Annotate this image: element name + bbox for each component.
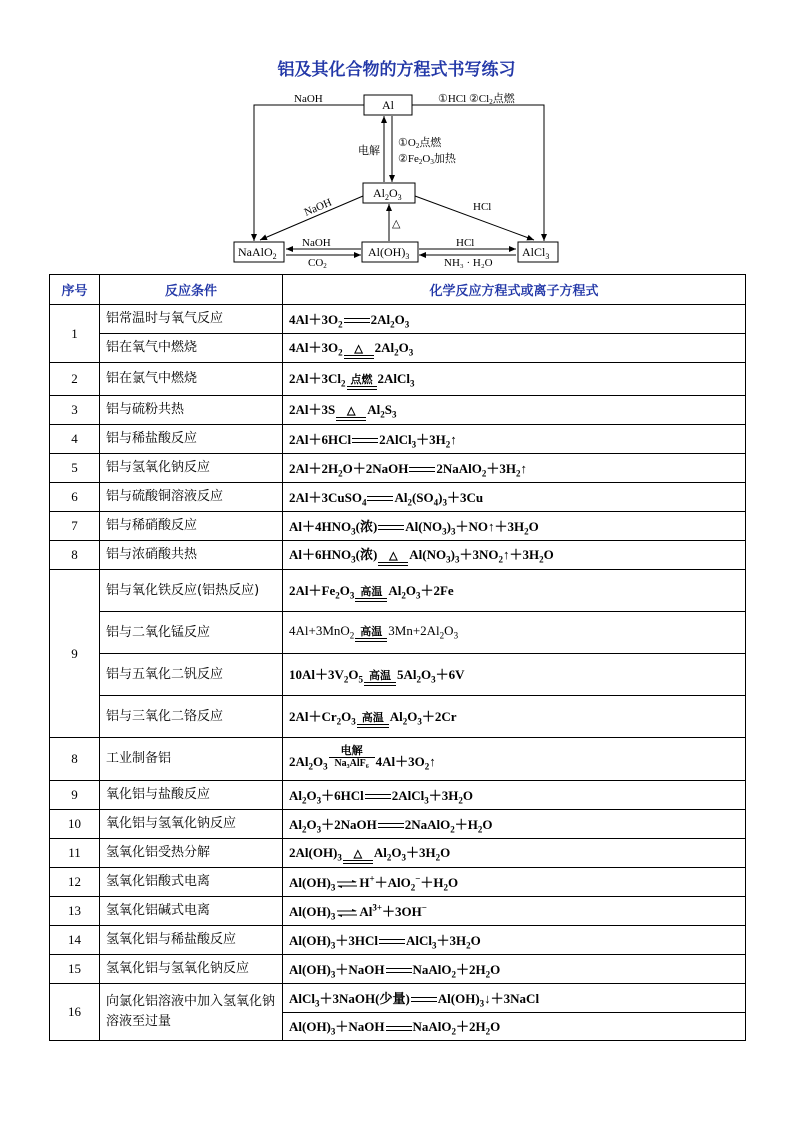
row-equation: $Al+4HNO_3$(浓) $Al(NO_3)_3+NO↑+3H_2O$: [283, 512, 746, 541]
table-row: [50, 984, 746, 1013]
table-row: [50, 738, 746, 781]
table-row: [50, 612, 746, 654]
row-num: 10: [50, 810, 100, 839]
table-row: [50, 396, 746, 425]
svg-text:HCl: HCl: [456, 237, 475, 249]
table-row: [50, 570, 746, 612]
table-row: [50, 454, 746, 483]
row-num: 9: [50, 781, 100, 810]
row-equation: $2Al_2O_3$ 电解 Na₃AlF₆ $4Al+3O_2↑$: [283, 738, 746, 781]
table-row: [50, 897, 746, 926]
row-equation: $2Al+3Cl_2$ 点燃 2AlCl$_3$: [283, 363, 746, 396]
row-equation: 2Al＋3S △ $Al_2S_3$: [283, 396, 746, 425]
table-row: [50, 868, 746, 897]
row-equation: $2Al(OH)_3$ △ $Al_2O_3+3H_2O$: [283, 839, 746, 868]
node-alcl3: [518, 242, 558, 262]
svg-text:Al(OH)3: $Al(OH)_3$: [368, 245, 410, 261]
row-condition: 氢氧化铝酸式电离: [100, 868, 283, 897]
row-equation: $Al+6HNO_3$(浓) △ $Al(NO_3)_3+3NO_2↑+3H_2O$: [283, 541, 746, 570]
table-row: [50, 810, 746, 839]
row-condition: 氧化铝与盐酸反应: [100, 781, 283, 810]
row-num: 5: [50, 454, 100, 483]
node-aloh3: [362, 242, 418, 262]
table-row: [50, 955, 746, 984]
row-equation: $Al_2O_3+2NaOH$ $2NaAlO_2+H_2O$: [283, 810, 746, 839]
row-num: 2: [50, 363, 100, 396]
row-condition: 铝与氢氧化钠反应: [100, 454, 283, 483]
row-equation: $2Al+2H_2O+2NaOH$ $2NaAlO_2+3H_2↑$: [283, 454, 746, 483]
node-al2o3: [363, 183, 415, 203]
row-equation: $10Al+3V_2O_5$ 高温 $5Al_2O_3+6V$: [283, 654, 746, 696]
reversible-arrow-icon: [336, 880, 358, 888]
table-row: [50, 654, 746, 696]
table-row: [50, 483, 746, 512]
row-condition: 铝与五氧化二钒反应: [100, 654, 283, 696]
row-equation: $4Al+3O_2$ △ $2Al_2O_3$: [283, 334, 746, 363]
row-equation: $Al(OH)_3+NaOH$ $NaAlO_2+2H_2O$: [283, 1013, 746, 1041]
row-condition: 氢氧化铝与氢氧化钠反应: [100, 955, 283, 984]
row-condition: 铝与浓硝酸共热: [100, 541, 283, 570]
row-condition: 铝常温时与氧气反应: [100, 305, 283, 334]
row-equation: $Al(OH)_3$ $H^++AlO_2^-+H_2O$: [283, 868, 746, 897]
header-equation: 化学反应方程式或离子方程式: [283, 275, 746, 305]
node-al2o3-text: $Al_2O_3$: [373, 186, 402, 202]
table-header-row: [50, 275, 746, 305]
row-num: 8: [50, 738, 100, 781]
row-condition: 铝与三氧化二铬反应: [100, 696, 283, 738]
table-row: [50, 305, 746, 334]
row-condition: 工业制备铝: [100, 738, 283, 781]
row-num: 14: [50, 926, 100, 955]
row-equation: 4Al+3MnO$_2$ 高温 $3Mn+2Al_2O_3$: [283, 612, 746, 654]
row-num: 16: [50, 984, 100, 1041]
table-row: [50, 696, 746, 738]
row-equation: $Al(OH)_3$ $Al^{3+}+3OH^-$: [283, 897, 746, 926]
row-equation: AlCl$_3$＋3NaOH(少量) $Al(OH)_3↓+3NaCl$: [283, 984, 746, 1013]
svg-text:NaAlO2: NaAlO$_2$: [238, 245, 277, 261]
svg-text:NaOH: NaOH: [294, 93, 323, 105]
row-condition: 氧化铝与氢氧化钠反应: [100, 810, 283, 839]
svg-text:NaOH: NaOH: [302, 237, 331, 249]
row-num: 15: [50, 955, 100, 984]
svg-text:①O2点燃: ①O2点燃: [398, 137, 442, 150]
row-equation: 2Al＋6HCl $2AlCl_3+3H_2↑$: [283, 425, 746, 454]
reversible-arrow-icon: [336, 909, 358, 917]
row-num: 3: [50, 396, 100, 425]
svg-text:电解: 电解: [358, 145, 380, 157]
node-naalo2: [234, 242, 284, 262]
svg-text:Al: Al: [382, 98, 394, 112]
conversion-diagram: [226, 88, 566, 268]
table-row: [50, 512, 746, 541]
svg-text:CO2: CO2: [308, 257, 327, 268]
row-condition: 氢氧化铝碱式电离: [100, 897, 283, 926]
row-num: 12: [50, 868, 100, 897]
svg-text:△: △: [392, 218, 401, 230]
svg-text:NaOH: NaOH: [302, 196, 334, 219]
table-row: [50, 363, 746, 396]
header-num: 序号: [50, 275, 100, 305]
row-equation: $Al_2O_3+6HCl$ $2AlCl_3+3H_2O$: [283, 781, 746, 810]
header-condition: 反应条件: [100, 275, 283, 305]
row-num: 4: [50, 425, 100, 454]
row-condition: 氢氧化铝与稀盐酸反应: [100, 926, 283, 955]
svg-text:NH₃ · H₂O: NH₃ · H₂O: [444, 257, 493, 268]
row-condition: 铝与稀盐酸反应: [100, 425, 283, 454]
row-condition: 铝在氯气中燃烧: [100, 363, 283, 396]
table-row: [50, 425, 746, 454]
svg-text:①HCl ②Cl2点燃: ①HCl ②Cl2点燃: [438, 93, 515, 106]
row-num: 1: [50, 305, 100, 363]
svg-text:AlCl3: AlCl$_3$: [522, 245, 550, 261]
row-condition: 铝与硫酸铜溶液反应: [100, 483, 283, 512]
row-equation: $Al(OH)_3+3HCl$ $AlCl_3+3H_2O$: [283, 926, 746, 955]
svg-text:HCl: HCl: [473, 201, 492, 213]
row-condition: 氢氧化铝受热分解: [100, 839, 283, 868]
row-condition: 铝在氧气中燃烧: [100, 334, 283, 363]
row-num: 7: [50, 512, 100, 541]
table-row: [50, 839, 746, 868]
row-equation: $Al(OH)_3+NaOH$ $NaAlO_2+2H_2O$: [283, 955, 746, 984]
row-equation: $2Al+Fe_2O_3$ 高温 $Al_2O_3+2Fe$: [283, 570, 746, 612]
row-condition: 铝与二氧化锰反应: [100, 612, 283, 654]
row-num: 9: [50, 570, 100, 738]
table-row: [50, 781, 746, 810]
row-num: 6: [50, 483, 100, 512]
row-num: 8: [50, 541, 100, 570]
row-condition: 铝与硫粉共热: [100, 396, 283, 425]
table-row: [50, 541, 746, 570]
page-title: 铝及其化合物的方程式书写练习: [277, 60, 516, 80]
table-row: [50, 926, 746, 955]
row-condition: 向氯化铝溶液中加入氢氧化钠溶液至过量: [100, 984, 283, 1041]
row-equation: $4Al+3O_2$ $2Al_2O_3$: [283, 305, 746, 334]
node-al: [364, 95, 412, 115]
row-num: 11: [50, 839, 100, 868]
row-equation: 2Al＋3CuSO$_4$ $Al_2(SO_4)_3+3Cu$: [283, 483, 746, 512]
table-row: [50, 334, 746, 363]
svg-text:②Fe2O3加热: ②Fe2O3加热: [398, 153, 456, 166]
row-condition: 铝与稀硝酸反应: [100, 512, 283, 541]
row-equation: $2Al+Cr_2O_3$ 高温 $Al_2O_3+2Cr$: [283, 696, 746, 738]
row-condition: 铝与氧化铁反应(铝热反应): [100, 570, 283, 612]
equation-table: [49, 274, 746, 1041]
row-num: 13: [50, 897, 100, 926]
